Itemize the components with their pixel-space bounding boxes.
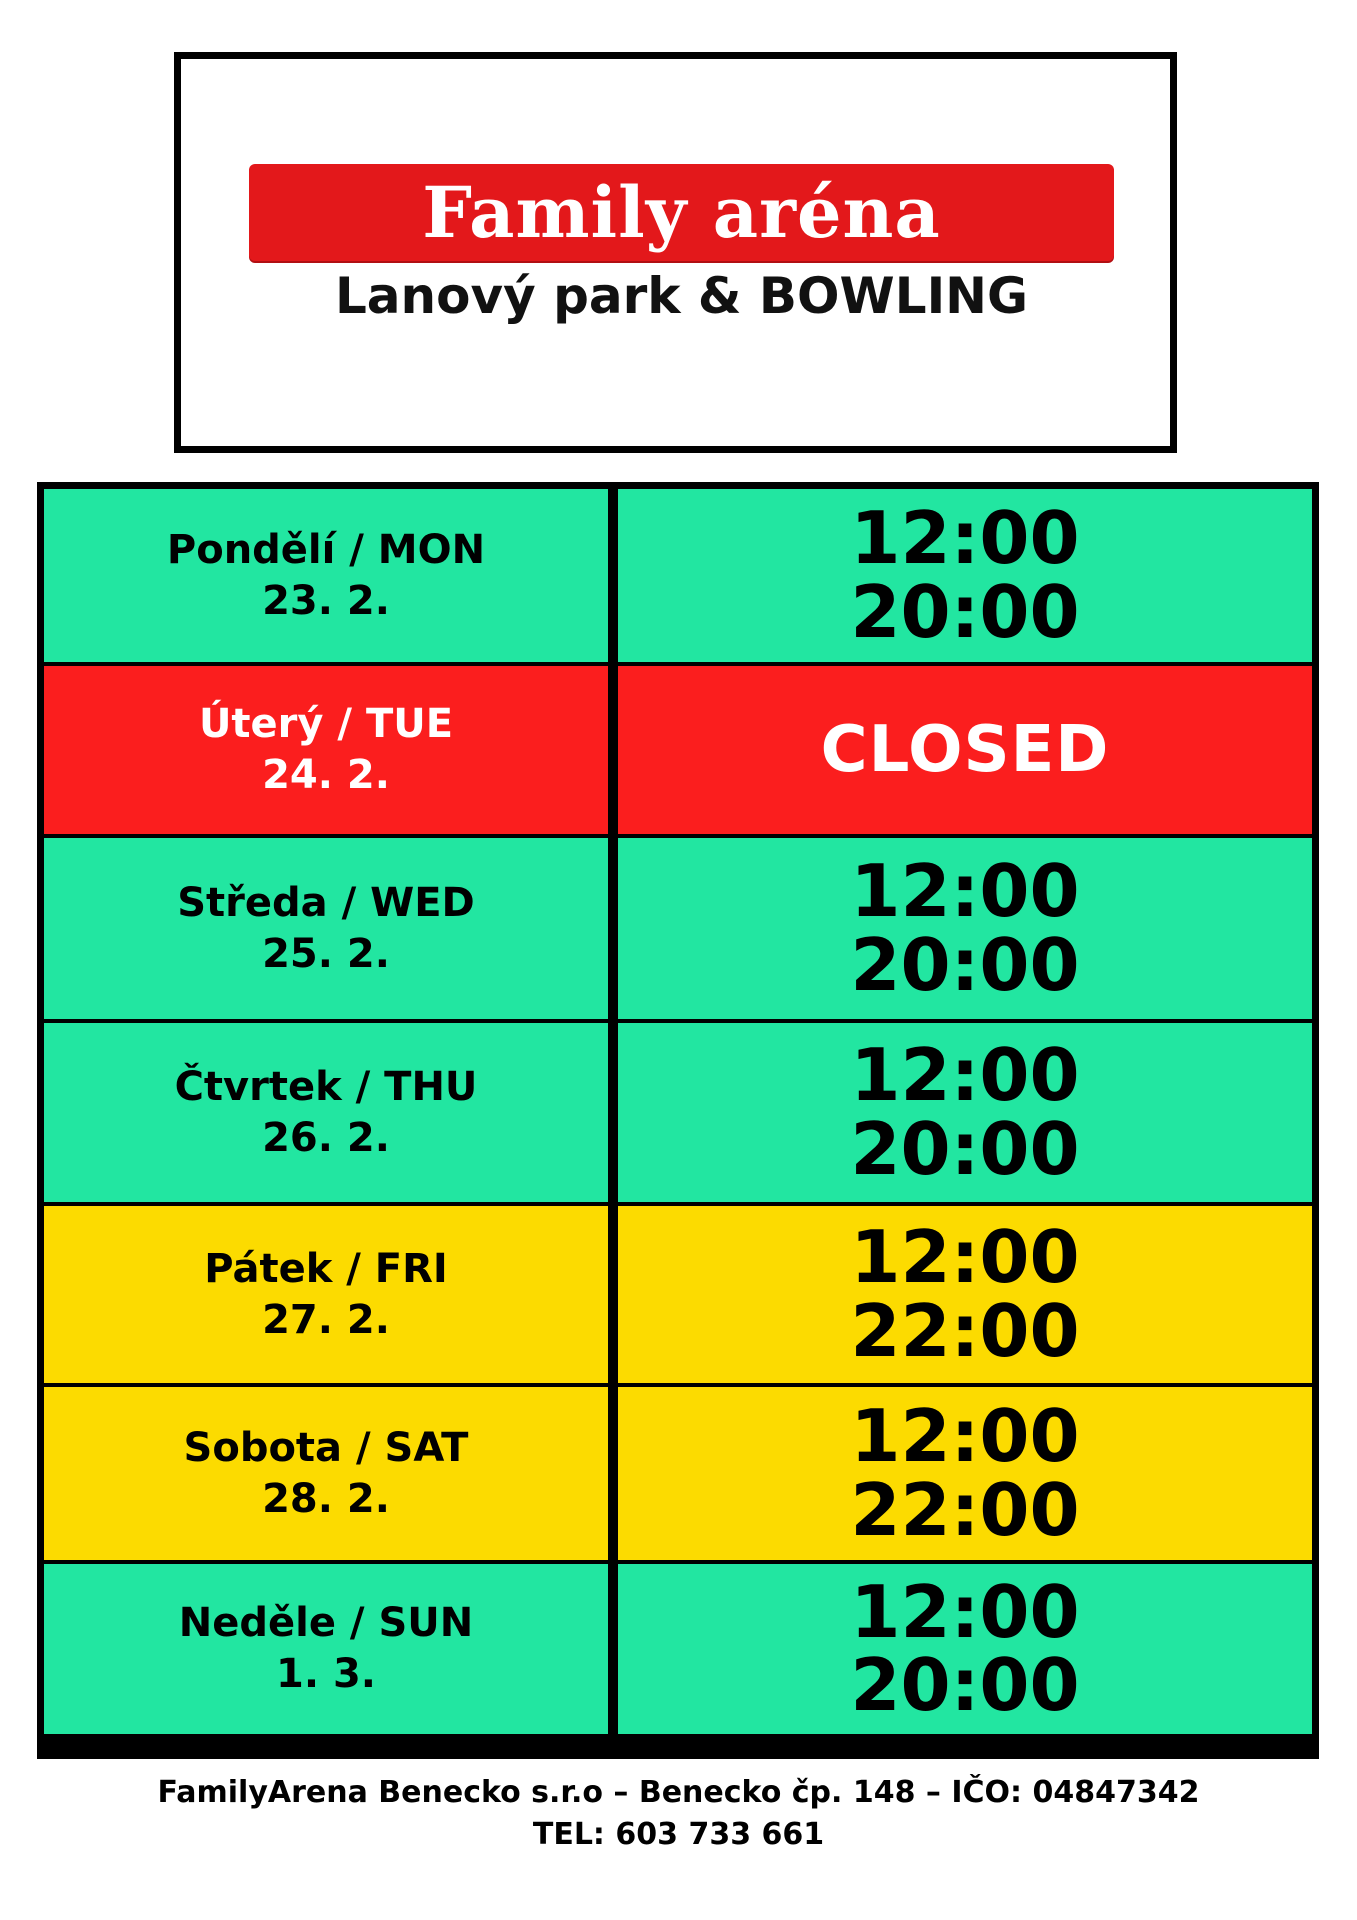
day-date: 24. 2. — [262, 752, 390, 798]
day-date: 27. 2. — [262, 1296, 390, 1343]
logo-subtitle: Lanový park & BOWLING — [334, 267, 1029, 325]
close-time: 20:00 — [850, 1106, 1080, 1191]
day-date: 26. 2. — [262, 1114, 390, 1161]
day-name: Sobota / SAT — [183, 1424, 469, 1471]
day-name: Středa / WED — [177, 879, 475, 926]
phone-number: TEL: 603 733 661 — [532, 1817, 825, 1852]
day-cell-wednesday — [44, 838, 608, 1019]
hours-cell-tuesday — [618, 666, 1312, 834]
open-time: 12:00 — [850, 1394, 1080, 1479]
close-time: 20:00 — [850, 569, 1080, 654]
day-name: Úterý / TUE — [198, 701, 454, 748]
day-date: 28. 2. — [262, 1475, 390, 1522]
logo-box — [174, 52, 1177, 453]
day-cell-thursday — [44, 1023, 608, 1202]
close-time: 22:00 — [850, 1467, 1080, 1552]
open-time: 12:00 — [850, 1569, 1080, 1654]
footer — [0, 1772, 1357, 1856]
company-info: FamilyArena Benecko s.r.o – Benecko čp. 148 – IČO: 04847342 — [157, 1775, 1200, 1810]
day-name: Neděle / SUN — [178, 1600, 474, 1647]
day-date: 23. 2. — [262, 577, 390, 624]
day-cell-friday — [44, 1206, 608, 1383]
day-date: 1. 3. — [276, 1651, 376, 1697]
hours-cell-monday — [618, 489, 1312, 662]
day-name: Čtvrtek / THU — [174, 1063, 478, 1110]
day-cell-tuesday — [44, 666, 608, 834]
open-time: 12:00 — [850, 849, 1080, 934]
opening-hours-table — [37, 482, 1319, 1759]
closed-label: CLOSED — [820, 713, 1110, 787]
day-cell-monday — [44, 489, 608, 662]
hours-cell-friday — [618, 1206, 1312, 1383]
hours-cell-sunday — [618, 1564, 1312, 1734]
day-cell-sunday — [44, 1564, 608, 1734]
day-name: Pátek / FRI — [204, 1245, 448, 1292]
open-time: 12:00 — [850, 1033, 1080, 1118]
hours-cell-wednesday — [618, 838, 1312, 1019]
logo-title: Family aréna — [422, 170, 941, 254]
hours-cell-saturday — [618, 1387, 1312, 1560]
close-time: 20:00 — [850, 1643, 1080, 1727]
logo-banner — [249, 164, 1114, 261]
close-time: 22:00 — [850, 1288, 1080, 1373]
open-time: 12:00 — [850, 1215, 1080, 1300]
hours-cell-thursday — [618, 1023, 1312, 1202]
day-date: 25. 2. — [262, 930, 390, 977]
day-cell-saturday — [44, 1387, 608, 1560]
close-time: 20:00 — [850, 922, 1080, 1007]
day-name: Pondělí / MON — [166, 526, 486, 573]
open-time: 12:00 — [850, 496, 1080, 581]
